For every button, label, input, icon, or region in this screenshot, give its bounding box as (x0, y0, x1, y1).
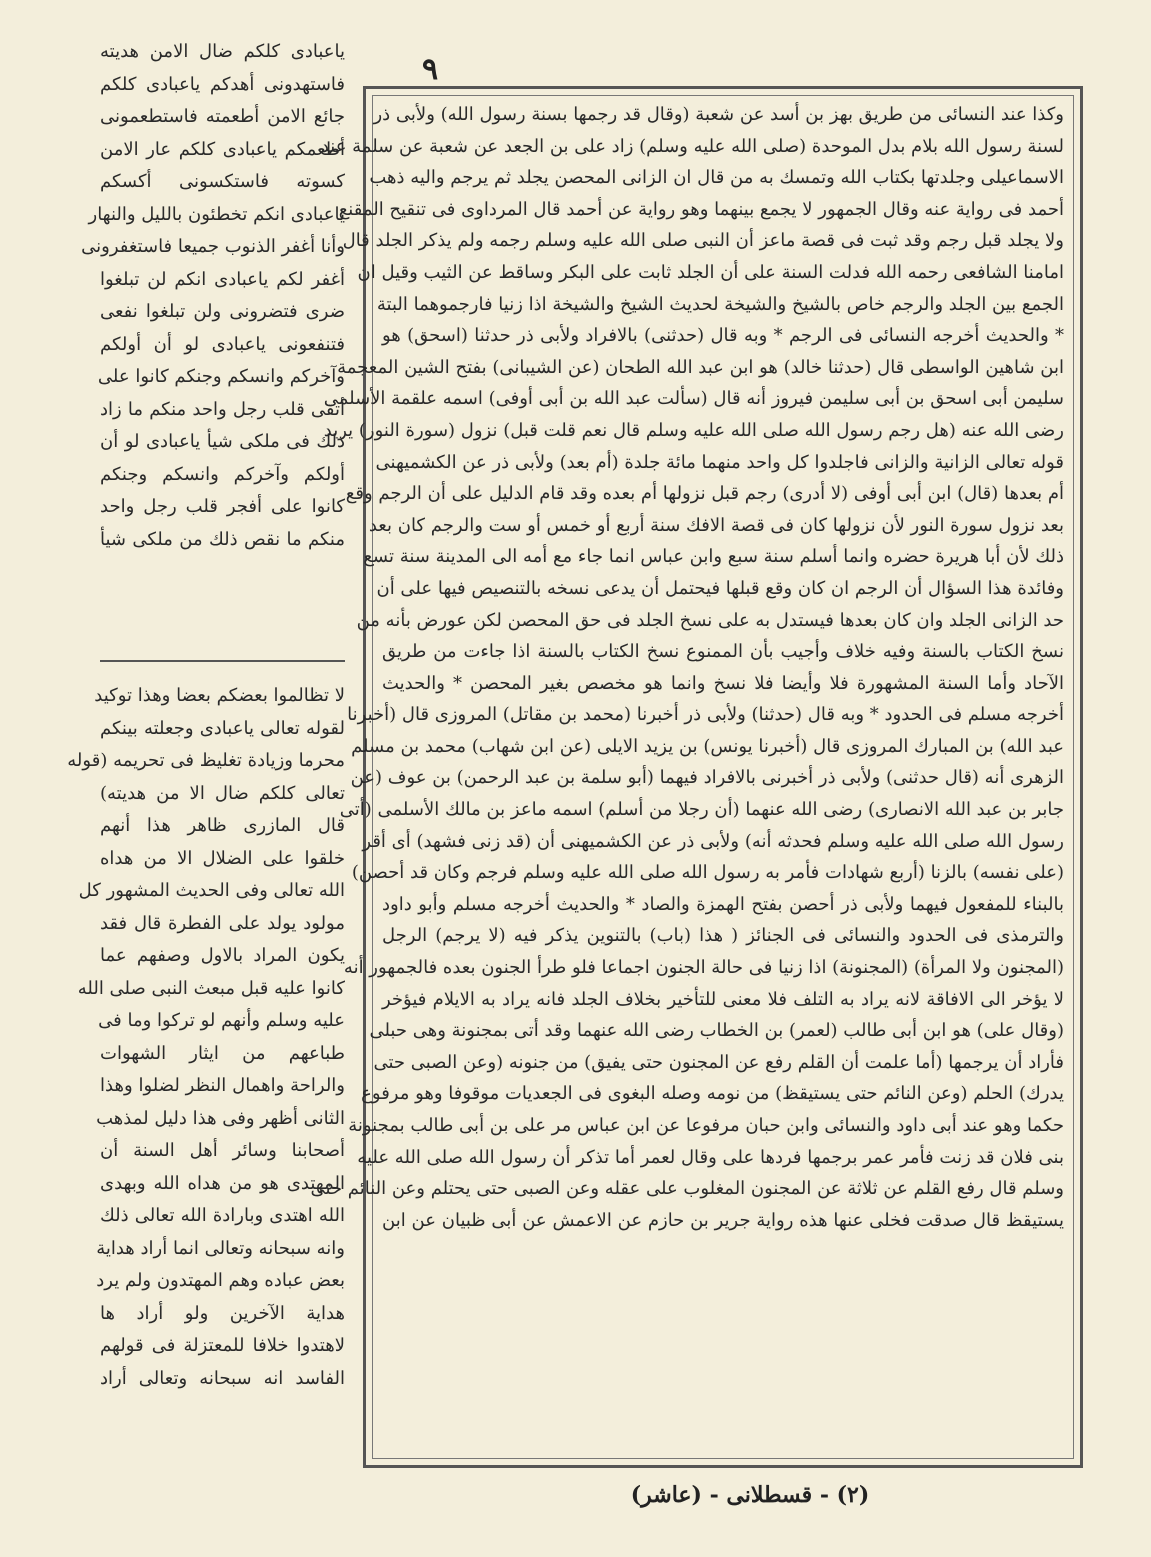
main-text-line: عبد الله) بن المبارك المروزى قال (أخبرنا يونس) بن يزيد الايلى (عن ابن شهاب) محمد بن مسلم (351, 735, 1064, 757)
main-text-line: ذلك لأن أبا هريرة حضره وانما أسلم سنة سبع وابن عباس انما جاء مع أمه الى المدينة سنة تسع (363, 546, 1064, 568)
main-text-line: وفائدة هذا السؤال أن الرجم ان كان وقع قبلها فيحتمل أن يدعى نسخه بالتنصيص فيها على أن (376, 577, 1064, 599)
main-text-line: أخرجه مسلم فى الحدود * وبه قال (حدثنا) ولأبى ذر أخبرنا (محمد بن مقاتل) المروزى قال (أخبرنا (347, 704, 1064, 726)
margin-text-line: كسوته فاستكسونى أكسكم (100, 171, 345, 192)
main-text-line: (وقال على) هو ابن أبى طالب (لعمر) بن الخطاب رضى الله عنهما وقد أتى بمجنونة وهى حبلى (369, 1020, 1064, 1042)
margin-text-line: والراحة واهمال النظر لضلوا وهذا (100, 1075, 345, 1096)
main-text-line: أم بعدها (قال) ابن أبى أوفى (لا أدرى) رجم قبل نزولها أم بعده وقد قام الدليل على أن الرجم وقع (345, 483, 1064, 505)
main-text-line: رضى الله عنه (هل رجم رسول الله صلى الله عليه وسلم قال نعم قلت قبل) نزول (سورة النور) يريد (323, 419, 1064, 441)
main-text-line: (المجنون ولا المرأة) (المجنونة) اذا زنيا فى حالة الجنون اجماعا فلو طرأ الجنون بعده فالجمهور أنه (343, 957, 1064, 979)
margin-text-line: أصحابنا وسائر أهل السنة أن (100, 1140, 345, 1161)
margin-text-line: طباعهم من ايثار الشهوات (100, 1042, 345, 1064)
main-text-line: امامنا الشافعى رحمه الله فدلت السنة على أن الجلد ثابت على البكر وساقط عن الثيب وقيل ان (357, 261, 1064, 283)
margin-text-line: جائع الامن أطعمته فاستطعمونى (100, 106, 345, 127)
main-text-frame (310, 86, 1083, 1468)
margin-text-line: أطعمكم ياعبادى كلكم عار الامن (100, 138, 345, 160)
main-text-line: الاسماعيلى وجلدتها بكتاب الله وتمسك به من قال ان الزانى المحصن يجلد ثم يرجم واليه ذهب (369, 167, 1064, 189)
margin-text-line: أغفر لكم ياعبادى انكم لن تبلغوا (100, 268, 345, 290)
margin-commentary-top (81, 36, 345, 556)
margin-text-line: فتنفعونى ياعبادى لو أن أولكم (100, 333, 345, 355)
margin-text-line: يكون المراد بالاول وصفهم عما (100, 945, 345, 966)
main-text-line: سليمن أبى اسحق بن أبى سليمن فيروز أنه قال (سألت عبد الله بن أبى أوفى) اسمه علقمة الأسلمى (323, 388, 1064, 410)
main-text-line: بنى فلان قد زنت فأمر عمر برجمها فردها على وقال لعمر أما تذكر أن رسول الله صلى الله عليه (357, 1146, 1064, 1168)
main-text-line: يستيقظ قال صدقت فخلى عنها هذه رواية جرير بن حازم عن الاعمش عن أبى ظبيان عن ابن (382, 1209, 1064, 1231)
main-text-line: الآحاد وأما السنة المشهورة فلا وأيضا فلا نسخ وانما هو مخصص بغير المحصن * والحديث (382, 672, 1064, 694)
main-text-line: حكما وهو عند أبى داود والنسائى وابن حبان مرفوعا عن ابن عباس مر على بن أبى طالب بمجنونة (348, 1115, 1064, 1136)
margin-text-line: وأنا أغفر الذنوب جميعا فاستغفرونى (81, 236, 345, 257)
main-text-line: رسول الله صلى الله عليه وسلم فحدثه أنه) ولأبى ذر عن الكشميهنى أن (قد زنى فشهد) أى أقر (362, 830, 1064, 852)
margin-text-line: خلقوا على الضلال الا من هداه (100, 847, 345, 869)
main-text-line: الزهرى أنه (قال حدثنى) ولأبى ذر أخبرنى بالافراد فيهما (أبو سلمة بن عبد الرحمن) بن عوف (عن (350, 767, 1064, 789)
main-text-line: فأراد أن يرجمها (أما علمت أن القلم رفع عن المجنون حتى يفيق) من جنونه (وعن الصبى حتى (373, 1051, 1064, 1073)
main-text-line: ابن شاهين الواسطى قال (حدثنا خالد) هو ابن عبد الله الطحان (عن الشيبانى) بفتح الشين المعجمة (337, 356, 1064, 378)
margin-text-line: الفاسد انه سبحانه وتعالى أراد (100, 1367, 345, 1389)
margin-text-line: قال المازرى ظاهر هذا أنهم (100, 815, 345, 836)
margin-text-line: هداية الآخرين ولو أراد ها (100, 1302, 345, 1324)
page-footer: (٢) - قسطلانى - (عاشر) (630, 1482, 870, 1508)
main-text-line: نسخ الكتاب بالسنة وفيه خلاف وأجيب بأن الممنوع نسخ الكتاب بالسنة اذا جاءت من طريق (382, 641, 1064, 663)
margin-text-line: محرما وزيادة تغليظ فى تحريمه (قوله (67, 750, 345, 771)
margin-text-line: ذلك فى ملكى شيأ ياعبادى لو أن (100, 431, 345, 452)
main-text-line: الجمع بين الجلد والرجم خاص بالشيخ والشيخة لحديث الشيخ والشيخة اذا زنيا فارجموهما البتة (376, 293, 1064, 315)
main-text-body (310, 99, 1065, 1236)
margin-text-line: مولود يولد على الفطرة قال فقد (100, 912, 345, 934)
margin-text-line: أتقى قلب رجل واحد منكم ما زاد (100, 398, 345, 420)
margin-divider (100, 660, 345, 662)
margin-commentary-bottom (67, 680, 345, 1395)
margin-text-line: ياعبادى انكم تخطئون بالليل والنهار (88, 203, 345, 225)
margin-text-line: كانوا على أفجر قلب رجل واحد (100, 496, 345, 517)
main-text-line: يدرك) الحلم (وعن النائم حتى يستيقظ) من نومه وصله البغوى فى الجعديات موقوفا وهو مرفوع (361, 1083, 1064, 1105)
main-text-line: لا يؤخر الى الافاقة لانه يراد به التلف فلا معنى للتأخير بخلاف الجلد فانه يراد به الايلام فيؤخر (382, 988, 1065, 1010)
margin-text-line: لقوله تعالى ياعبادى وجعلته بينكم (100, 717, 345, 739)
main-text-line: * والحديث أخرجه النسائى فى الرجم * وبه قال (حدثنى) بالافراد ولأبى ذر حدثنا (اسحق) هو (382, 325, 1064, 347)
margin-text-line: وانه سبحانه وتعالى انما أراد هداية (96, 1237, 345, 1259)
margin-text-line: عليه وسلم وأنهم لو تركوا وما فى (98, 1010, 345, 1031)
margin-text-line: الله اهتدى وبارادة الله تعالى ذلك (100, 1205, 345, 1226)
margin-text-line: بعض عباده وهم المهتدون ولم يرد (96, 1270, 345, 1291)
margin-text-line: الله تعالى وفى الحديث المشهور كل (78, 880, 345, 901)
margin-text-line: فاستهدونى أهدكم ياعبادى كلكم (100, 73, 345, 95)
margin-text-line: تعالى كلكم ضال الا من هديته) (100, 782, 345, 804)
margin-text-line: المهتدى هو من هداه الله وبهدى (100, 1172, 345, 1194)
margin-text-line: ضرى فتضرونى ولن تبلغوا نفعى (100, 301, 345, 322)
main-text-line: جابر بن عبد الله الانصارى) رضى الله عنهما (أن رجلا من أسلم) اسمه ماعز بن مالك الأسلمى (أتى (339, 799, 1064, 821)
main-text-line: والترمذى فى الحدود والنسائى فى الجنائز ( هذا (باب) بالتنوين يذكر فيه (لا يرجم) الرجل (382, 925, 1064, 947)
main-text-line: (على نفسه) بالزنا (أربع شهادات فأمر به رسول الله صلى الله عليه وسلم فرجم وكان قد أحصن) (351, 862, 1064, 884)
margin-text-line: لا تظالموا بعضكم بعضا وهذا توكيد (94, 685, 345, 706)
margin-text-line: ياعبادى كلكم ضال الامن هديته (100, 41, 345, 62)
margin-text-line: وآخركم وانسكم وجنكم كانوا على (97, 366, 345, 387)
main-text-line: ولا يجلد قبل رجم وقد ثبت فى قصة ماعز أن النبى صلى الله عليه وسلم رجمه ولم يذكر الجلد قال (342, 230, 1064, 252)
main-text-line: بالبناء للمفعول فيهما ولأبى ذر أحصن بفتح الهمزة والصاد * والحديث أخرجه مسلم وأبو داود (382, 893, 1064, 915)
main-text-line: بعد نزول سورة النور لأن نزولها كان فى قصة الافك سنة أربع أو خمس أو ست والرجم كان بعد (368, 514, 1064, 536)
margin-text-line: لاهتدوا خلافا للمعتزلة فى قولهم (100, 1335, 345, 1356)
main-text-line: وسلم قال رفع القلم عن ثلاثة عن المجنون المغلوب على عقله وعن الصبى حتى يحتلم وعن النائم حتى (310, 1178, 1064, 1200)
main-text-line: أحمد فى رواية عنه وقال الجمهور لا يجمع بينهما وهو رواية عن أحمد قال المرداوى فى تنقيح المقنع (338, 198, 1064, 220)
main-text-line: قوله تعالى الزانية والزانى فاجلدوا كل واحد منهما مائة جلدة (أم بعد) ولأبى ذر عن الكشميهنى (375, 451, 1064, 473)
page-number: ٩ (421, 52, 439, 87)
main-text-line: حد الزانى الجلد وان كان بعدها فيستدل به على نسخ الجلد فى حق المحصن لكن عورض بأنه من (356, 609, 1064, 631)
margin-text-line: الثانى أظهر وفى هذا دليل لمذهب (96, 1107, 345, 1129)
margin-text-line: أولكم وآخركم وانسكم وجنكم (100, 463, 345, 485)
margin-text-line: كانوا عليه قبل مبعث النبى صلى الله (77, 977, 345, 999)
main-text-line: لسنة رسول الله بلام بدل الموحدة (صلى الله عليه وسلم) زاد على بن الجعد عن شعبة عن سلمة عند (320, 135, 1064, 157)
margin-text-line: منكم ما نقص ذلك من ملكى شيأ (100, 528, 345, 550)
main-text-line: وكذا عند النسائى من طريق بهز بن أسد عن شعبة (وقال قد رجمها بسنة رسول الله) ولأبى ذر (373, 104, 1064, 125)
